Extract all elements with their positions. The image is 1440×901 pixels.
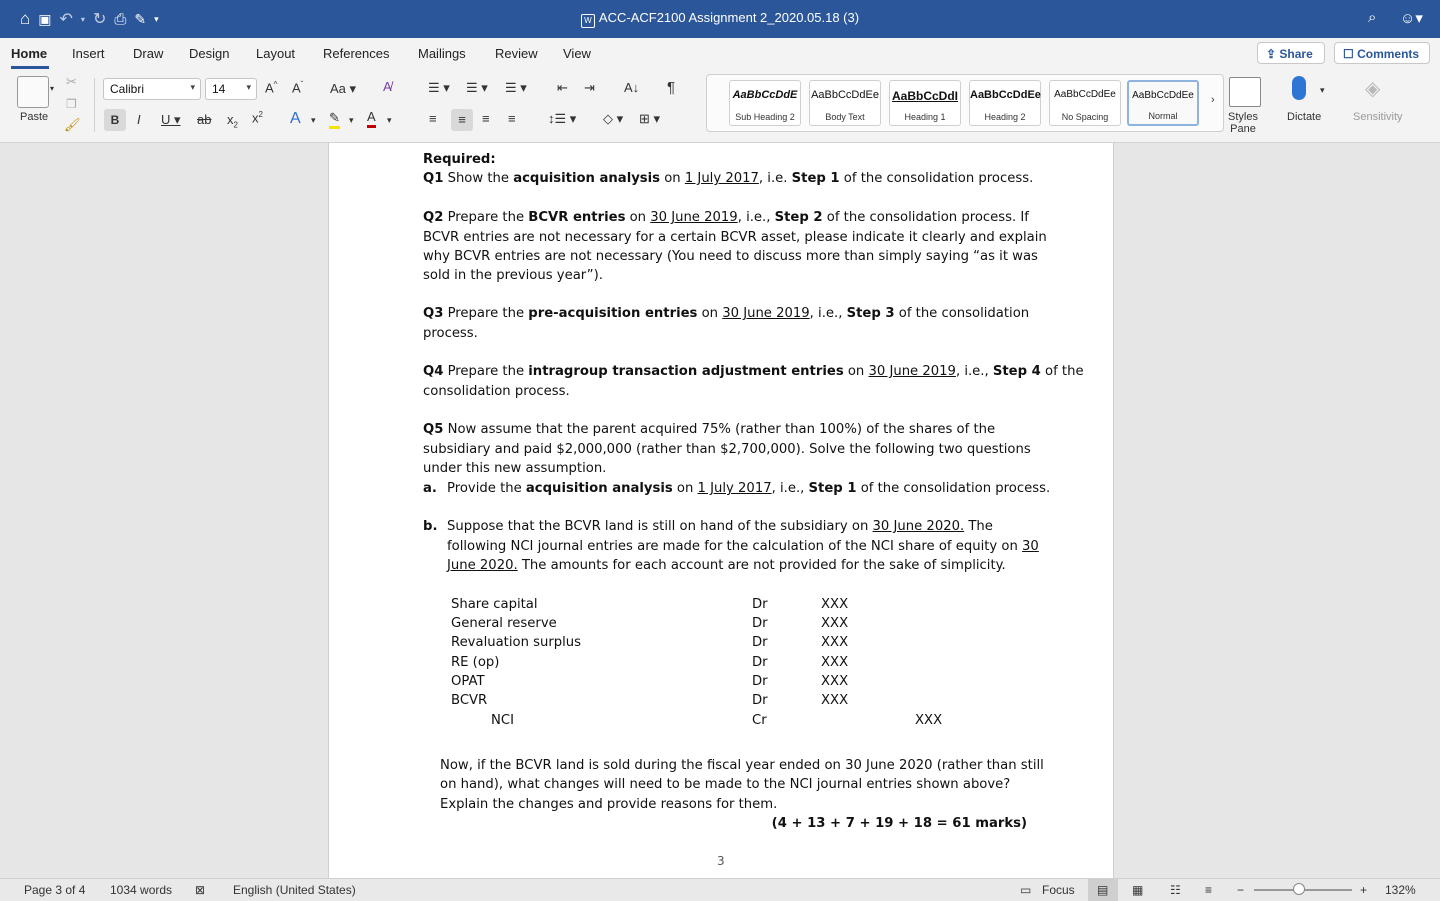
styles-pane-label[interactable]: Styles Pane (1228, 111, 1258, 135)
style-preview: AaBbCcDdEe (811, 89, 879, 101)
journal-credit: XXX (915, 713, 943, 728)
q2-text: of the consolidation process. If (822, 210, 1029, 225)
q1-text: Show the (443, 171, 514, 186)
strikethrough-button[interactable]: ab (197, 112, 212, 127)
q3-text: Prepare the (443, 306, 529, 321)
q4-date: 30 June 2019 (868, 364, 956, 379)
sort-icon[interactable]: A↓ (624, 80, 640, 95)
q1-text: of the consolidation process. (839, 171, 1034, 186)
q1-bold: acquisition analysis (513, 171, 661, 186)
zoom-in-icon[interactable]: + (1360, 883, 1368, 897)
paste-dropdown-icon[interactable]: ▾ (50, 84, 55, 93)
grow-font-icon[interactable]: A^ (265, 80, 278, 96)
followup-line: Explain the changes and provide reasons for them. (440, 797, 778, 812)
comments-button[interactable] (1334, 42, 1430, 64)
required-heading (423, 150, 496, 169)
style-label: No Spacing (1061, 112, 1109, 122)
style-preview: AaBbCcDdI (891, 89, 958, 103)
style-preview: AaBbCcDdE (732, 89, 798, 101)
tab-layout[interactable]: Layout (256, 46, 296, 61)
font-name-value: Calibri (110, 82, 145, 96)
style-heading-2[interactable] (969, 80, 1041, 126)
numbering-icon[interactable]: ☰ ▾ (466, 80, 488, 95)
journal-debit: XXX (821, 674, 849, 689)
q2-line: why BCVR entries are not necessary (You need to discuss more than simply saying “as it was (423, 249, 1038, 264)
style-no-spacing[interactable] (1049, 80, 1121, 126)
q2-step: Step 2 (774, 210, 823, 225)
tab-references[interactable]: References (323, 46, 390, 61)
q5a-marker-text: a. (423, 481, 437, 496)
journal-side: Dr (752, 616, 768, 631)
text-effects-dropdown-icon[interactable]: ▾ (311, 115, 316, 125)
q2-text: Prepare the (443, 210, 529, 225)
q1-text: , i.e. (758, 171, 792, 186)
q5b-text: Suppose that the BCVR land is still on hand of the subsidiary on (447, 519, 873, 534)
q4-text: of the (1040, 364, 1084, 379)
style-sub-heading-2[interactable] (729, 80, 801, 126)
font-name-select[interactable] (103, 78, 201, 100)
journal-side: Dr (752, 655, 768, 670)
ribbon-separator (94, 78, 95, 132)
increase-indent-icon[interactable]: ⇥ (584, 80, 595, 95)
redo-icon[interactable]: ↻ (92, 11, 107, 28)
q1-text: on (660, 171, 685, 186)
font-size-select[interactable] (205, 78, 257, 100)
q3-bold: pre-acquisition entries (528, 306, 698, 321)
style-preview: AaBbCcDdEe (970, 89, 1041, 101)
style-preview: AaBbCcDdEe (1054, 89, 1116, 100)
question-4 (423, 362, 1084, 381)
multilevel-list-icon[interactable]: ☰ ▾ (505, 80, 527, 95)
q3-date: 30 June 2019 (722, 306, 810, 321)
q4-text: , i.e., (955, 364, 993, 379)
journal-side: Cr (752, 713, 767, 728)
comment-icon: ☐ (1343, 47, 1358, 61)
tab-insert[interactable]: Insert (72, 46, 105, 61)
q5a-step: Step 1 (808, 481, 857, 496)
share-icon: ⇪ (1266, 47, 1280, 61)
style-body-text[interactable] (809, 80, 881, 126)
bold-button[interactable]: B (104, 109, 126, 131)
shrink-font-icon[interactable]: $A^ˇ$ (292, 80, 304, 96)
tab-draw[interactable]: Draw (133, 46, 164, 61)
font-color-icon[interactable]: A (367, 109, 376, 128)
font-color-dropdown-icon[interactable]: ▾ (387, 115, 392, 125)
tab-view[interactable]: View (563, 46, 591, 61)
print-icon[interactable]: ⎙ (114, 10, 127, 28)
align-left-icon[interactable]: ≡ (429, 111, 437, 126)
tab-home[interactable]: Home (11, 46, 48, 61)
subscript-button[interactable]: $x_2$ (227, 112, 238, 130)
dictate-label[interactable]: Dictate (1287, 111, 1322, 123)
question-2 (423, 208, 1029, 227)
proofing-icon[interactable]: ⊠ (195, 883, 206, 897)
q3-line: process. (423, 326, 478, 341)
followup-line: on hand), what changes will need to be made to the NCI journal entries shown above? (440, 777, 1011, 792)
journal-account: RE (op) (451, 655, 500, 670)
question-5a (447, 479, 1050, 498)
bullets-icon[interactable]: ☰ ▾ (428, 80, 450, 95)
ribbon-tabs (0, 38, 1440, 70)
q5b-text: following NCI journal entries are made for the calculation of the NCI share of equity on (447, 539, 1023, 554)
sensitivity-label[interactable]: Sensitivity (1353, 111, 1403, 123)
search-icon[interactable]: ⌕ (1368, 9, 1377, 26)
style-label: Normal (1148, 111, 1178, 121)
word-count[interactable]: 1034 words (110, 883, 173, 897)
q3-text: on (697, 306, 723, 321)
dictate-dropdown-icon[interactable]: ▾ (1320, 85, 1325, 95)
align-center-icon[interactable]: ≡ (451, 109, 473, 131)
journal-account: Share capital (451, 597, 538, 612)
journal-side: Dr (752, 693, 768, 708)
document-title-text: ACC-ACF2100 Assignment 2_2020.05.18 (3) (598, 10, 860, 25)
q4-bold: intragroup transaction adjustment entries (528, 364, 844, 379)
q5-line: under this new assumption. (423, 461, 607, 476)
q5b-date: 30 June 2020. (872, 519, 965, 534)
q5a-text: , i.e., (771, 481, 809, 496)
microphone-icon[interactable] (1292, 76, 1306, 100)
line-spacing-icon[interactable]: ↕☰ ▾ (548, 111, 577, 126)
q3-number: Q3 (423, 306, 444, 321)
copy-icon[interactable]: ❐ (66, 97, 77, 111)
draft-view-icon[interactable]: ≡ (1205, 883, 1213, 897)
journal-account: OPAT (451, 674, 485, 689)
undo-icon[interactable]: ↶ (59, 11, 73, 28)
paste-label: Paste (20, 111, 49, 123)
undo-dropdown-icon[interactable]: ▾ (80, 14, 85, 24)
borders-icon[interactable]: ⊞ ▾ (639, 111, 661, 126)
journal-account: NCI (491, 713, 514, 728)
underline-button[interactable]: U ▾ (161, 112, 181, 127)
print-layout-icon[interactable]: ▤ (1097, 883, 1109, 897)
smiley-icon[interactable]: ☺▾ (1400, 10, 1423, 27)
zoom-percent[interactable]: 132% (1385, 883, 1416, 897)
journal-side: Dr (752, 635, 768, 650)
chevron-down-icon: ▾ (246, 82, 251, 92)
edit-icon[interactable]: ✎ (134, 10, 147, 27)
q5b-text: The amounts for each account are not provided for the sake of simplicity. (517, 558, 1006, 573)
highlight-dropdown-icon[interactable]: ▾ (349, 115, 354, 125)
marks-text: (4 + 13 + 7 + 19 + 18 = 61 marks) (771, 816, 1027, 831)
chevron-right-icon[interactable]: › (1211, 94, 1215, 106)
q2-number: Q2 (423, 210, 444, 225)
show-formatting-icon[interactable]: ¶ (667, 79, 676, 96)
q5b-line (447, 537, 1039, 556)
q5b-date: June 2020. (447, 558, 518, 573)
page-number: 3 (717, 854, 725, 868)
language[interactable]: English (United States) (233, 883, 356, 897)
q5-number: Q5 (423, 422, 444, 437)
share-label: Share (1279, 47, 1313, 61)
change-case-icon[interactable]: Aa ▾ (330, 81, 357, 96)
style-heading-1[interactable] (889, 80, 961, 126)
q1-number: Q1 (423, 171, 444, 186)
q3-text: of the consolidation (894, 306, 1030, 321)
q5b-date: 30 (1022, 539, 1039, 554)
shading-icon[interactable]: ◇ ▾ (603, 111, 624, 126)
q3-text: , i.e., (809, 306, 847, 321)
title-bar (0, 0, 1440, 38)
question-5b (447, 517, 993, 536)
q4-step: Step 4 (992, 364, 1041, 379)
journal-debit: XXX (821, 693, 849, 708)
style-preview: AaBbCcDdEe (1132, 90, 1194, 101)
question-3 (423, 304, 1029, 323)
text-effects-icon[interactable]: A (290, 110, 301, 127)
paste-icon[interactable] (17, 76, 49, 108)
web-layout-icon[interactable]: ▦ (1132, 883, 1144, 897)
active-tab-indicator (11, 66, 49, 69)
q5-text: Now assume that the parent acquired 75% (rather than 100%) of the shares of the (443, 422, 996, 437)
required-text: Required: (423, 152, 496, 167)
journal-side: Dr (752, 674, 768, 689)
save-icon[interactable]: ▣ (38, 10, 52, 27)
marks-summary (772, 814, 1027, 833)
customize-icon[interactable]: ▾ (154, 13, 159, 24)
cut-icon[interactable]: ✂ (66, 74, 77, 89)
q2-line: sold in the previous year”). (423, 268, 603, 283)
decrease-indent-icon[interactable]: ⇤ (557, 80, 568, 95)
sensitivity-icon[interactable]: ◈ (1365, 78, 1381, 100)
journal-account: BCVR (451, 693, 488, 708)
style-label: Heading 2 (984, 112, 1026, 122)
tab-review[interactable]: Review (495, 46, 538, 61)
share-button[interactable] (1257, 42, 1325, 64)
q5b-marker-text: b. (423, 519, 438, 534)
q3-step: Step 3 (846, 306, 895, 321)
question-5 (423, 420, 995, 439)
tab-design[interactable]: Design (189, 46, 230, 61)
document-page[interactable] (328, 143, 1114, 878)
journal-side: Dr (752, 597, 768, 612)
home-icon[interactable]: ⌂ (20, 9, 31, 28)
page-count[interactable]: Page 3 of 4 (24, 883, 86, 897)
journal-debit: XXX (821, 597, 849, 612)
q1-date: 1 July 2017 (684, 171, 759, 186)
q5a-text: Provide the (447, 481, 526, 496)
q2-line: BCVR entries are not necessary for a certain BCVR asset, please indicate it clearly and explain (423, 230, 1047, 245)
focus-label[interactable]: Focus (1042, 883, 1075, 897)
zoom-out-icon[interactable]: − (1237, 883, 1245, 897)
journal-account: General reserve (451, 616, 557, 631)
focus-icon[interactable]: ▭ (1020, 883, 1032, 897)
tab-mailings[interactable]: Mailings (418, 46, 466, 61)
highlight-icon[interactable]: ✎ (329, 110, 340, 129)
q5a-marker (423, 479, 437, 498)
q5a-bold: acquisition analysis (525, 481, 673, 496)
outline-view-icon[interactable]: ☷ (1170, 883, 1181, 897)
q5b-marker (423, 517, 437, 536)
style-label: Heading 1 (904, 112, 946, 122)
q5-line: subsidiary and paid $2,000,000 (rather than $2,700,000). Solve the following two questions (423, 442, 1031, 457)
q4-number: Q4 (423, 364, 444, 379)
format-painter-icon[interactable]: 🖌 (64, 117, 81, 132)
style-label: Body Text (825, 112, 865, 122)
comments-label: Comments (1357, 47, 1420, 61)
q2-text: on (625, 210, 651, 225)
styles-pane-icon[interactable] (1229, 77, 1261, 107)
followup-line: Now, if the BCVR land is sold during the fiscal year ended on 30 June 2020 (rather than still (440, 758, 1044, 773)
q1-step: Step 1 (791, 171, 840, 186)
q4-text: on (843, 364, 869, 379)
chevron-down-icon: ▾ (190, 82, 195, 92)
q5a-text: on (672, 481, 698, 496)
clear-formatting-icon[interactable]: A̸ (383, 79, 392, 94)
q2-date: 30 June 2019 (650, 210, 738, 225)
align-right-icon[interactable]: ≡ (482, 111, 490, 126)
q5a-text: of the consolidation process. (856, 481, 1051, 496)
document-title (0, 10, 1440, 28)
q5b-text: The (964, 519, 993, 534)
q5a-date: 1 July 2017 (697, 481, 772, 496)
q2-text: , i.e., (737, 210, 775, 225)
q5b-line (447, 556, 1006, 575)
journal-debit: XXX (821, 616, 849, 631)
style-normal[interactable] (1127, 80, 1199, 126)
word-doc-icon: W (581, 14, 595, 28)
justify-icon[interactable]: ≡ (508, 111, 516, 126)
journal-debit: XXX (821, 655, 849, 670)
zoom-slider-handle[interactable] (1293, 883, 1305, 895)
q2-bold: BCVR entries (528, 210, 626, 225)
question-1 (423, 169, 1033, 188)
style-label: Sub Heading 2 (735, 112, 795, 122)
font-size-value: 14 (212, 82, 226, 96)
q4-line: consolidation process. (423, 384, 570, 399)
status-bar (0, 878, 1440, 901)
q4-text: Prepare the (443, 364, 529, 379)
superscript-button[interactable]: $x^2$ (252, 110, 263, 126)
italic-button[interactable]: I (137, 112, 141, 127)
journal-account: Revaluation surplus (451, 635, 582, 650)
journal-debit: XXX (821, 635, 849, 650)
